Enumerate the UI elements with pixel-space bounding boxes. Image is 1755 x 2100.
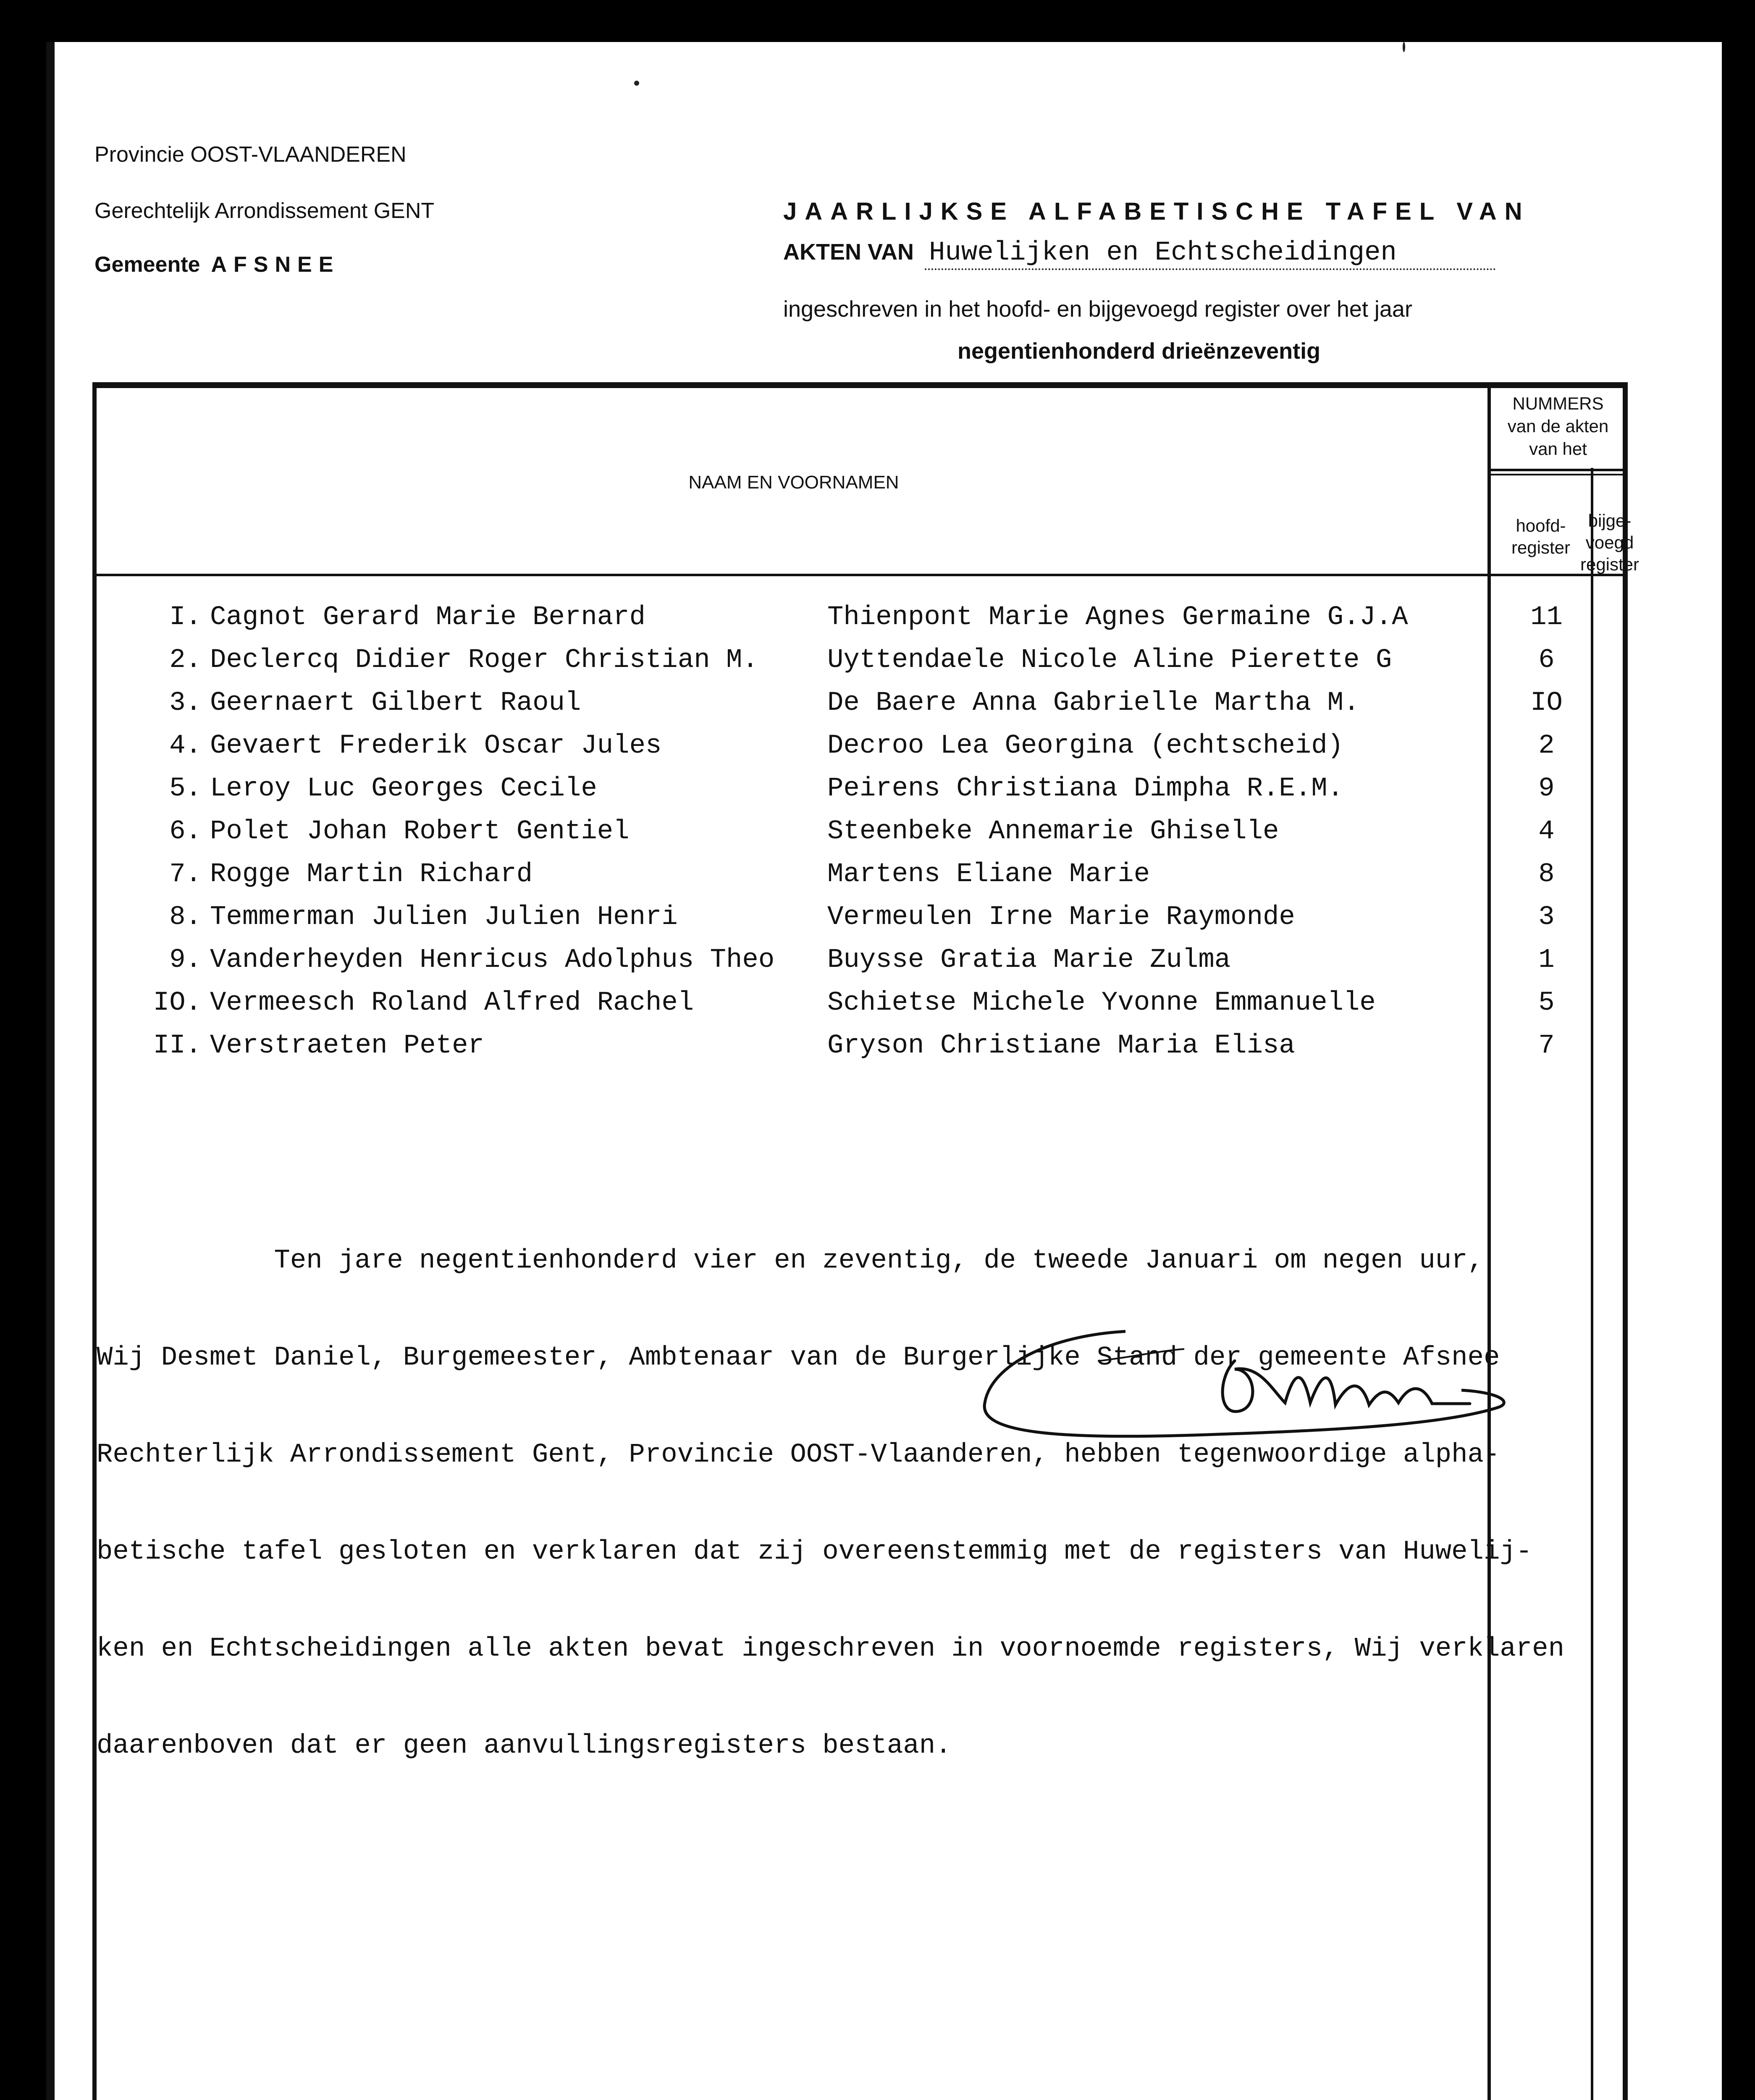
row-number: 9. [169,945,202,975]
husband-name: Leroy Luc Georges Cecile [210,774,597,804]
main-register-number: 9 [1538,774,1555,804]
signature-image [966,1306,1512,1457]
closing-line: Ten jare negentienhonderd vier en zeventig, de tweede Januari om negen uur, [97,1246,1484,1276]
husband-name: Declercq Didier Roger Christian M. [210,645,758,675]
wife-name: Steenbeke Annemarie Ghiselle [827,816,1279,847]
husband-name: Temmerman Julien Julien Henri [210,902,678,932]
row-number: 2. [169,645,202,675]
closing-line: Wij Desmet Daniel, Burgemeester, Ambtenaar van de Burgerlijke Stand der gemeente Afsnee [97,1343,1500,1373]
scan-speck [634,81,639,86]
supplement-register-header [1580,510,1640,575]
numbers-header-line: van het [1529,439,1587,459]
wife-name: De Baere Anna Gabrielle Martha M. [827,688,1360,718]
district-line: Gerechtelijk Arrondissement GENT [94,199,435,223]
husband-name: Vermeesch Roland Alfred Rachel [210,988,694,1018]
name-column-header: NAAM EN VOORNAMEN [688,472,899,493]
main-register-number: 4 [1538,816,1555,847]
row-number: II. [153,1031,202,1061]
row-number: 7. [169,859,202,890]
husband-name: Gevaert Frederik Oscar Jules [210,731,662,761]
municipality-name: AFSNEE [211,252,340,277]
row-number: I. [169,602,202,633]
row-number: 6. [169,816,202,847]
numbers-header-line: NUMMERS [1512,394,1604,413]
main-register-number: 11 [1530,602,1563,633]
supplement-register-header-line: voegd [1585,533,1634,552]
municipality-label: Gemeente [94,252,200,277]
husband-name: Rogge Martin Richard [210,859,533,890]
closing-line: daarenboven dat er geen aanvullingsregisters bestaan. [97,1731,952,1761]
main-register-header-line: register [1511,538,1571,557]
document-page [46,42,1722,2100]
wife-name: Buysse Gratia Marie Zulma [827,945,1231,975]
supplement-register-header-line: register [1580,554,1640,574]
registered-line: ingeschreven in het hoofd- en bijgevoegd register over het jaar [783,297,1412,322]
closing-statement [97,1180,1722,1827]
akten-line [783,237,1496,270]
main-register-number: 1 [1538,945,1555,975]
row-number: 4. [169,731,202,761]
numbers-header-line: van de akten [1507,416,1609,436]
husband-name: Geernaert Gilbert Raoul [210,688,581,718]
wife-name: Schietse Michele Yvonne Emmanuelle [827,988,1376,1018]
main-register-header-line: hoofd- [1516,516,1566,536]
main-register-number: 3 [1538,902,1555,932]
wife-name: Martens Eliane Marie [827,859,1150,890]
binding-edge [46,42,55,2100]
main-register-number: 7 [1538,1031,1555,1061]
main-register-number: 2 [1538,731,1555,761]
husband-name: Verstraeten Peter [210,1031,484,1061]
scan-speck [1403,42,1405,52]
main-register-number: 8 [1538,859,1555,890]
closing-line: Rechterlijk Arrondissement Gent, Provincie OOST-Vlaanderen, hebben tegenwoordige alpha- [97,1440,1500,1470]
header-bottom-line [97,574,1625,576]
header-divider [1491,469,1625,471]
row-number: 5. [169,774,202,804]
wife-name: Gryson Christiane Maria Elisa [827,1031,1295,1061]
wife-name: Thienpont Marie Agnes Germaine G.J.A [827,602,1408,633]
closing-line: ken en Echtscheidingen alle akten bevat ingeschreven in voornoemde registers, Wij verklaren [97,1634,1564,1664]
wife-name: Uyttendaele Nicole Aline Pierette G [827,645,1392,675]
supplement-register-header-line: bijge- [1588,511,1632,530]
main-register-number: 5 [1538,988,1555,1018]
row-number: 3. [169,688,202,718]
row-number: 8. [169,902,202,932]
wife-name: Vermeulen Irne Marie Raymonde [827,902,1295,932]
numbers-column-header [1491,392,1625,460]
year-line: negentienhonderd drieënzeventig [958,339,1321,364]
document-title: JAARLIJKSE ALFABETISCHE TAFEL VAN [783,198,1530,225]
akten-value-field: Huwelijken en Echtscheidingen [925,237,1496,270]
main-register-number: IO [1530,688,1563,718]
main-register-number: 6 [1538,645,1555,675]
husband-name: Cagnot Gerard Marie Bernard [210,602,645,633]
row-number: IO. [153,988,202,1018]
province-line: Provincie OOST-VLAANDEREN [94,142,407,167]
wife-name: Peirens Christiana Dimpha R.E.M. [827,774,1343,804]
akten-label: AKTEN VAN [783,239,914,265]
header-divider [1491,474,1625,475]
closing-line: betische tafel gesloten en verklaren dat zij overeenstemmig met de registers van Huwelij- [97,1537,1532,1567]
municipality-line [94,252,340,277]
wife-name: Decroo Lea Georgina (echtscheid) [827,731,1343,761]
husband-name: Polet Johan Robert Gentiel [210,816,630,847]
husband-name: Vanderheyden Henricus Adolphus Theo [210,945,775,975]
